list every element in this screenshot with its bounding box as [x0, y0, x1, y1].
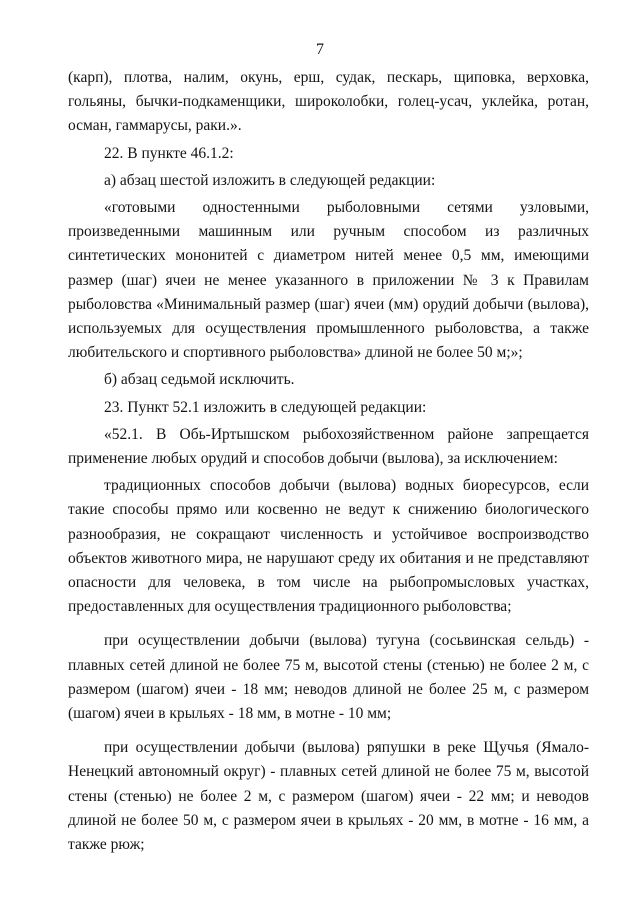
paragraph-tugun: при осуществлении добычи (вылова) тугуна (сосьвинская сельдь) - плавных сетей длиной не более 75 м, высотой стены (стенью) не более 2 м, с размером (шагом) ячеи - 18 мм; неводов длиной не более 25 м, с размером (шагом) ячеи в крыльях - 18 мм, в мотне - 10 мм;	[68, 632, 589, 723]
paragraph-item-22: 22. В пункте 46.1.2:	[104, 144, 234, 162]
paragraph-traditional: традиционных способов добычи (вылова) водных биоресурсов, если такие способы прямо или косвенно не ведут к снижению биологического разнообразия, не сокращают численность и устойчивое воспроизводство объектов животного мира, не нарушают среду их обитания и не представляют опасности для человека, в том числе на рыбопромысловых участках, предоставленных для осуществления традиционного рыболовства;	[68, 477, 589, 616]
paragraph-item-22b: б) абзац седьмой исключить.	[104, 371, 295, 389]
page-number: 7	[316, 41, 324, 58]
paragraph-ryapushka: при осуществлении добычи (вылова) ряпушки в реке Щучья (Ямало-Ненецкий автономный округ) - плавных сетей длиной не более 75 м, высотой стены (стенью) не более 2 м, с размером (шагом) ячеи - 22 мм; и неводов длиной не более 50 м, с размером ячеи в крыльях - 20 мм, в мотне - 16 мм, а также рюж;	[68, 739, 589, 854]
document-body	[68, 66, 589, 857]
paragraph-item-23: 23. Пункт 52.1 изложить в следующей редакции:	[104, 398, 427, 416]
paragraph-item-22a: а) абзац шестой изложить в следующей редакции:	[104, 171, 436, 189]
paragraph-item-22a-text: «готовыми одностенными рыболовными сетями узловыми, произведенными машинным или ручным способом из различных синтетических мононитей с диаметром нитей менее 0,5 мм, имеющими размер (шаг) ячеи не менее указанного в приложении № 3 к Правилам рыболовства «Минимальный размер (шаг) ячеи (мм) орудий добычи (вылова), используемых для осуществления промышленного рыболовства, а также любительского и спортивного рыболовства» длиной не более 50 м;»;	[68, 199, 589, 362]
paragraph-item-52-1: «52.1. В Обь-Иртышском рыбохозяйственном районе запрещается применение любых орудий и способов добычи (вылова), за исключением:	[68, 425, 589, 468]
paragraph-continuation: (карп), плотва, налим, окунь, ерш, судак, пескарь, щиповка, верховка, гольяны, бычки-подкаменщики, широколобки, голец-усач, уклейка, ротан, осман, гаммарусы, раки.».	[68, 69, 589, 135]
